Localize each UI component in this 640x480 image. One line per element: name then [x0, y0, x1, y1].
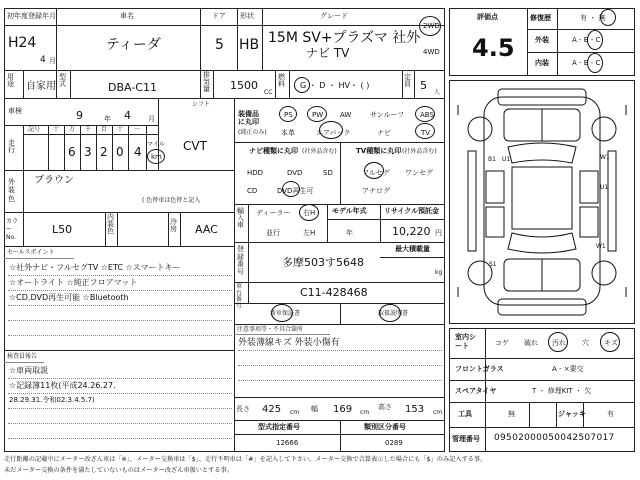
inspector-note-line: ☆車両取説 — [9, 366, 49, 375]
car-name: ティーダ — [106, 37, 161, 53]
mileage-digit: 0 — [116, 145, 124, 159]
car-diagram — [450, 81, 634, 323]
plate-value: 多摩503す5648 — [282, 256, 364, 269]
usage-label: 用途 — [7, 73, 14, 88]
cc-unit: CC — [264, 89, 273, 96]
equip-aw: AW — [340, 111, 352, 119]
shift-label: シフト — [192, 101, 211, 108]
interior-grade-options: A - B - C — [572, 59, 601, 67]
recycle-label: リサイクル預託金 — [384, 207, 440, 215]
interior-b-circle — [587, 53, 603, 73]
right-hand-circle — [299, 204, 319, 221]
import-parallel: 並行 — [266, 229, 280, 237]
equip-ps-circle — [279, 106, 297, 122]
model-no-value: 12666 — [276, 439, 299, 447]
import-right-hand: 右H — [303, 209, 316, 217]
tv-oneseg: ワンセグ — [405, 169, 433, 177]
interior-color-label: 内装色 — [107, 213, 114, 235]
inspection-year-unit: 年 — [104, 115, 111, 123]
score-value: 4.5 — [472, 34, 515, 62]
seat-stain-circle — [548, 332, 568, 352]
reg-year-label: 初年度登録年月 — [7, 12, 56, 20]
repair-none-circle — [600, 9, 616, 26]
equip-leather: 本革 — [281, 129, 295, 137]
chassis-label: 車台番号 — [236, 283, 243, 310]
exterior-grade-options: A - B - C — [572, 36, 601, 44]
body-shape: HB — [239, 37, 260, 53]
tv-analog: アナログ — [362, 187, 390, 195]
equipment-sub: (純正のみ) — [238, 129, 267, 136]
mileage-digit: 4 — [134, 145, 142, 159]
equip-pw-circle — [307, 106, 327, 122]
load-label: 最大積載量 — [395, 245, 430, 253]
mileage-digit-label-3: 千 — [85, 126, 92, 133]
mileage-label: 走行 — [8, 139, 15, 154]
tv-type-sub: (社外品含む) — [402, 148, 437, 155]
interior-grade-label: 内装 — [535, 59, 549, 67]
owner-manual: 取扱説明書 — [378, 310, 409, 317]
mile-unit: マイル — [147, 141, 165, 148]
fuel-label: 燃料 — [278, 73, 285, 88]
height-value: 153 — [405, 404, 425, 415]
spare-tire-options: T ・ 修理KIT ・ 欠 — [532, 387, 592, 395]
drive-2wd: 2WD — [423, 22, 440, 30]
width-label: 幅 — [311, 405, 318, 413]
jack-value: 有 — [607, 410, 614, 418]
recycle-value: 10,220 — [392, 225, 431, 238]
navi-dvd-play: DVD再生可 — [277, 187, 314, 195]
drive-2wd-circle — [419, 16, 441, 36]
grade-line2: ナビ TV — [306, 46, 350, 60]
mileage-digit: 2 — [100, 145, 108, 159]
tools-label: 工具 — [458, 410, 472, 418]
damage-mark: W1 — [600, 154, 610, 161]
note-line: 外装薄線キズ 外装小傷有 — [238, 338, 340, 348]
plate-label: 登録番号 — [237, 245, 244, 277]
inspection-month-unit: 月 — [148, 115, 155, 123]
fuel-options: G ・ D ・ HV・ ( ) — [300, 81, 370, 90]
notes-label: 注意事項等・不具合箇所 — [237, 326, 304, 333]
import-dealer: ディーラー — [256, 209, 291, 217]
exterior-b-circle — [587, 30, 603, 50]
navi-type-sub: (社外品含む) — [302, 148, 337, 155]
exterior-color-label: 外装色 — [8, 178, 15, 203]
recycle-unit: 円 — [435, 229, 442, 237]
load-unit: kg — [435, 269, 443, 276]
seat-scratch-circle — [600, 332, 620, 352]
height-label: 高さ — [378, 403, 392, 411]
height-unit: cm — [433, 409, 443, 416]
shift-value: CVT — [183, 139, 207, 153]
mileage-digit: 6 — [68, 145, 76, 159]
damage-mark: B1 — [488, 156, 496, 163]
color-code-label: カラーNo. — [6, 218, 19, 241]
footer-note: 走行距離の記載中にメーター改ざん車は「※」、メーター交換車は「$」、走行不明車は「#」を記入して下さい。メーター交換で合算表示した場合にも「$」のみ記入する事。 — [4, 456, 487, 463]
navi-dvd-play-circle — [282, 181, 300, 197]
score-label: 評価点 — [477, 13, 498, 21]
seat-opt-scratch: キズ — [604, 339, 618, 347]
navi-sd: SD — [323, 169, 333, 177]
width-unit: cm — [360, 409, 370, 416]
usage-value: 自家用 — [26, 81, 56, 92]
seat-opt-burn: コゲ — [495, 339, 509, 347]
inspection-month: 4 — [124, 109, 131, 122]
equip-tv: TV — [421, 129, 431, 137]
length-value: 425 — [262, 404, 282, 415]
sales-point-line: ☆社外ナビ・フルセグTV ☆ETC ☆スマートキー — [9, 263, 181, 272]
type-label: 型式 — [59, 73, 66, 88]
management-no-label: 管理番号 — [452, 435, 480, 443]
equip-airbag-circle — [319, 121, 343, 139]
inspector-note-line: ☆記録簿11枚(平成24.26.27. — [9, 381, 116, 390]
mileage-digit-label-4: 百 — [101, 126, 108, 133]
door-label: ドア — [212, 12, 226, 20]
management-no-value: 09502000050042507017 — [494, 433, 615, 443]
sales-point-line: ☆オートライト ☆純正フロアマット — [9, 278, 138, 287]
manual-circle — [379, 304, 401, 322]
equip-abs-circle — [415, 106, 435, 122]
damage-mark: U1 — [600, 184, 609, 191]
inspector-notes-label: 検査員報告 — [7, 353, 38, 360]
color-change-note: ( 色替車は色替と記入 — [142, 197, 201, 204]
mileage-digit-label-6: 一 — [134, 126, 141, 133]
repair-history-options: 有 ・ 無 — [580, 14, 606, 22]
displacement-label: 排気量 — [203, 71, 210, 93]
equip-airbag: エアバック — [316, 129, 351, 137]
equip-abs: ABS — [420, 111, 434, 119]
navi-dvd: DVD — [287, 169, 303, 177]
length-unit: cm — [290, 409, 300, 416]
model-no-label: 型式指定番号 — [258, 423, 300, 431]
class-no-label: 類別区分番号 — [364, 423, 406, 431]
mileage-digit-label-1: 十 — [53, 126, 60, 133]
exterior-color-value: ブラウン — [34, 175, 74, 186]
tv-fullseg-circle — [364, 162, 384, 179]
model-year-unit: 年 — [346, 229, 353, 237]
new-car-warranty: 新車保証書 — [270, 310, 301, 317]
reg-month-unit: 月 — [49, 57, 56, 65]
interior-seat-label: 室内シート — [455, 333, 476, 351]
grade-label: グレード — [320, 12, 348, 20]
footer-note: 未だメーター交換の条件を満たしていないものはメーター改ざん車扱いとする事。 — [4, 467, 233, 474]
damage-mark: W1 — [596, 243, 606, 250]
door-count: 5 — [215, 37, 224, 53]
import-left-hand: 左H — [303, 229, 316, 237]
color-code-value: L50 — [52, 223, 73, 236]
grade-line1: 15M SV+プラズマ 社外 — [268, 30, 421, 46]
sales-points-label: セールスポイント — [7, 249, 55, 256]
sales-point-line: ☆CD.DVD再生可能 ☆Bluetooth — [9, 293, 129, 302]
import-label: 輸入車 — [237, 207, 244, 229]
reg-month-value: 4 — [40, 55, 46, 65]
equip-tv-circle — [415, 123, 435, 139]
drive-4wd: 4WD — [423, 48, 440, 56]
width-value: 169 — [333, 404, 353, 415]
tv-type-label: TV種類に丸印 — [356, 147, 402, 155]
spare-tire-label: スペアタイヤ — [455, 387, 497, 395]
tv-fullseg: フルセグ — [362, 169, 390, 177]
repair-history-label: 修復歴 — [530, 14, 551, 22]
km-circle — [147, 149, 165, 164]
capacity-label: 定員 — [404, 73, 411, 88]
ac-label: 冷房 — [170, 218, 177, 233]
damage-mark: U1 — [502, 156, 511, 163]
fuel-circle — [294, 77, 310, 93]
equipment-label: 装備品に丸印 — [238, 110, 259, 127]
navi-cd: CD — [247, 187, 258, 195]
equip-pw: PW — [312, 111, 324, 119]
mileage-digit-label-0: 記号 — [28, 126, 41, 133]
type-value: DBA-C11 — [108, 81, 157, 94]
ac-value: AAC — [195, 223, 218, 236]
shape-label: 形状 — [240, 12, 254, 20]
exterior-grade-label: 外装 — [535, 36, 549, 44]
navi-type-label: ナビ種類に丸印 — [249, 147, 298, 155]
equip-sunroof: サンルーフ — [370, 111, 405, 119]
class-no-value: 0289 — [385, 439, 403, 447]
length-label: 長さ — [236, 405, 250, 413]
mileage-digit-label-2: 万 — [69, 126, 76, 133]
capacity-value: 5 — [420, 79, 427, 92]
inspection-label: 車検 — [8, 107, 22, 115]
windshield-options: A - ×要交 — [552, 365, 584, 373]
mileage-digit-label-5: 十 — [117, 126, 124, 133]
jack-label: ジャッキ — [558, 410, 586, 418]
model-year-label: モデル年式 — [332, 207, 367, 215]
windshield-label: フロントガラス — [455, 365, 504, 373]
damage-mark: S1 — [489, 261, 497, 268]
seat-opt-hole: 穴 — [582, 339, 589, 347]
inspection-year: 9 — [76, 109, 83, 122]
km-unit: km — [151, 153, 162, 161]
capacity-unit: 人 — [434, 89, 441, 96]
tools-value: 無 — [508, 410, 515, 418]
reg-year-value: H24 — [8, 35, 37, 51]
name-label: 車名 — [120, 12, 134, 20]
seat-opt-stain: 汚れ — [552, 339, 566, 347]
equip-ps: PS — [284, 111, 293, 119]
chassis-value: C11-428468 — [300, 286, 368, 299]
inspector-note-line: 28.29.31.令和02.3.4.5.7) — [9, 396, 95, 404]
seat-opt-tear: 破れ — [524, 339, 538, 347]
mileage-digit: 3 — [84, 145, 92, 159]
navi-hdd: HDD — [247, 169, 264, 177]
displacement-value: 1500 — [230, 79, 258, 92]
equip-navi: ナビ — [377, 129, 391, 137]
warranty-circle — [271, 304, 293, 322]
